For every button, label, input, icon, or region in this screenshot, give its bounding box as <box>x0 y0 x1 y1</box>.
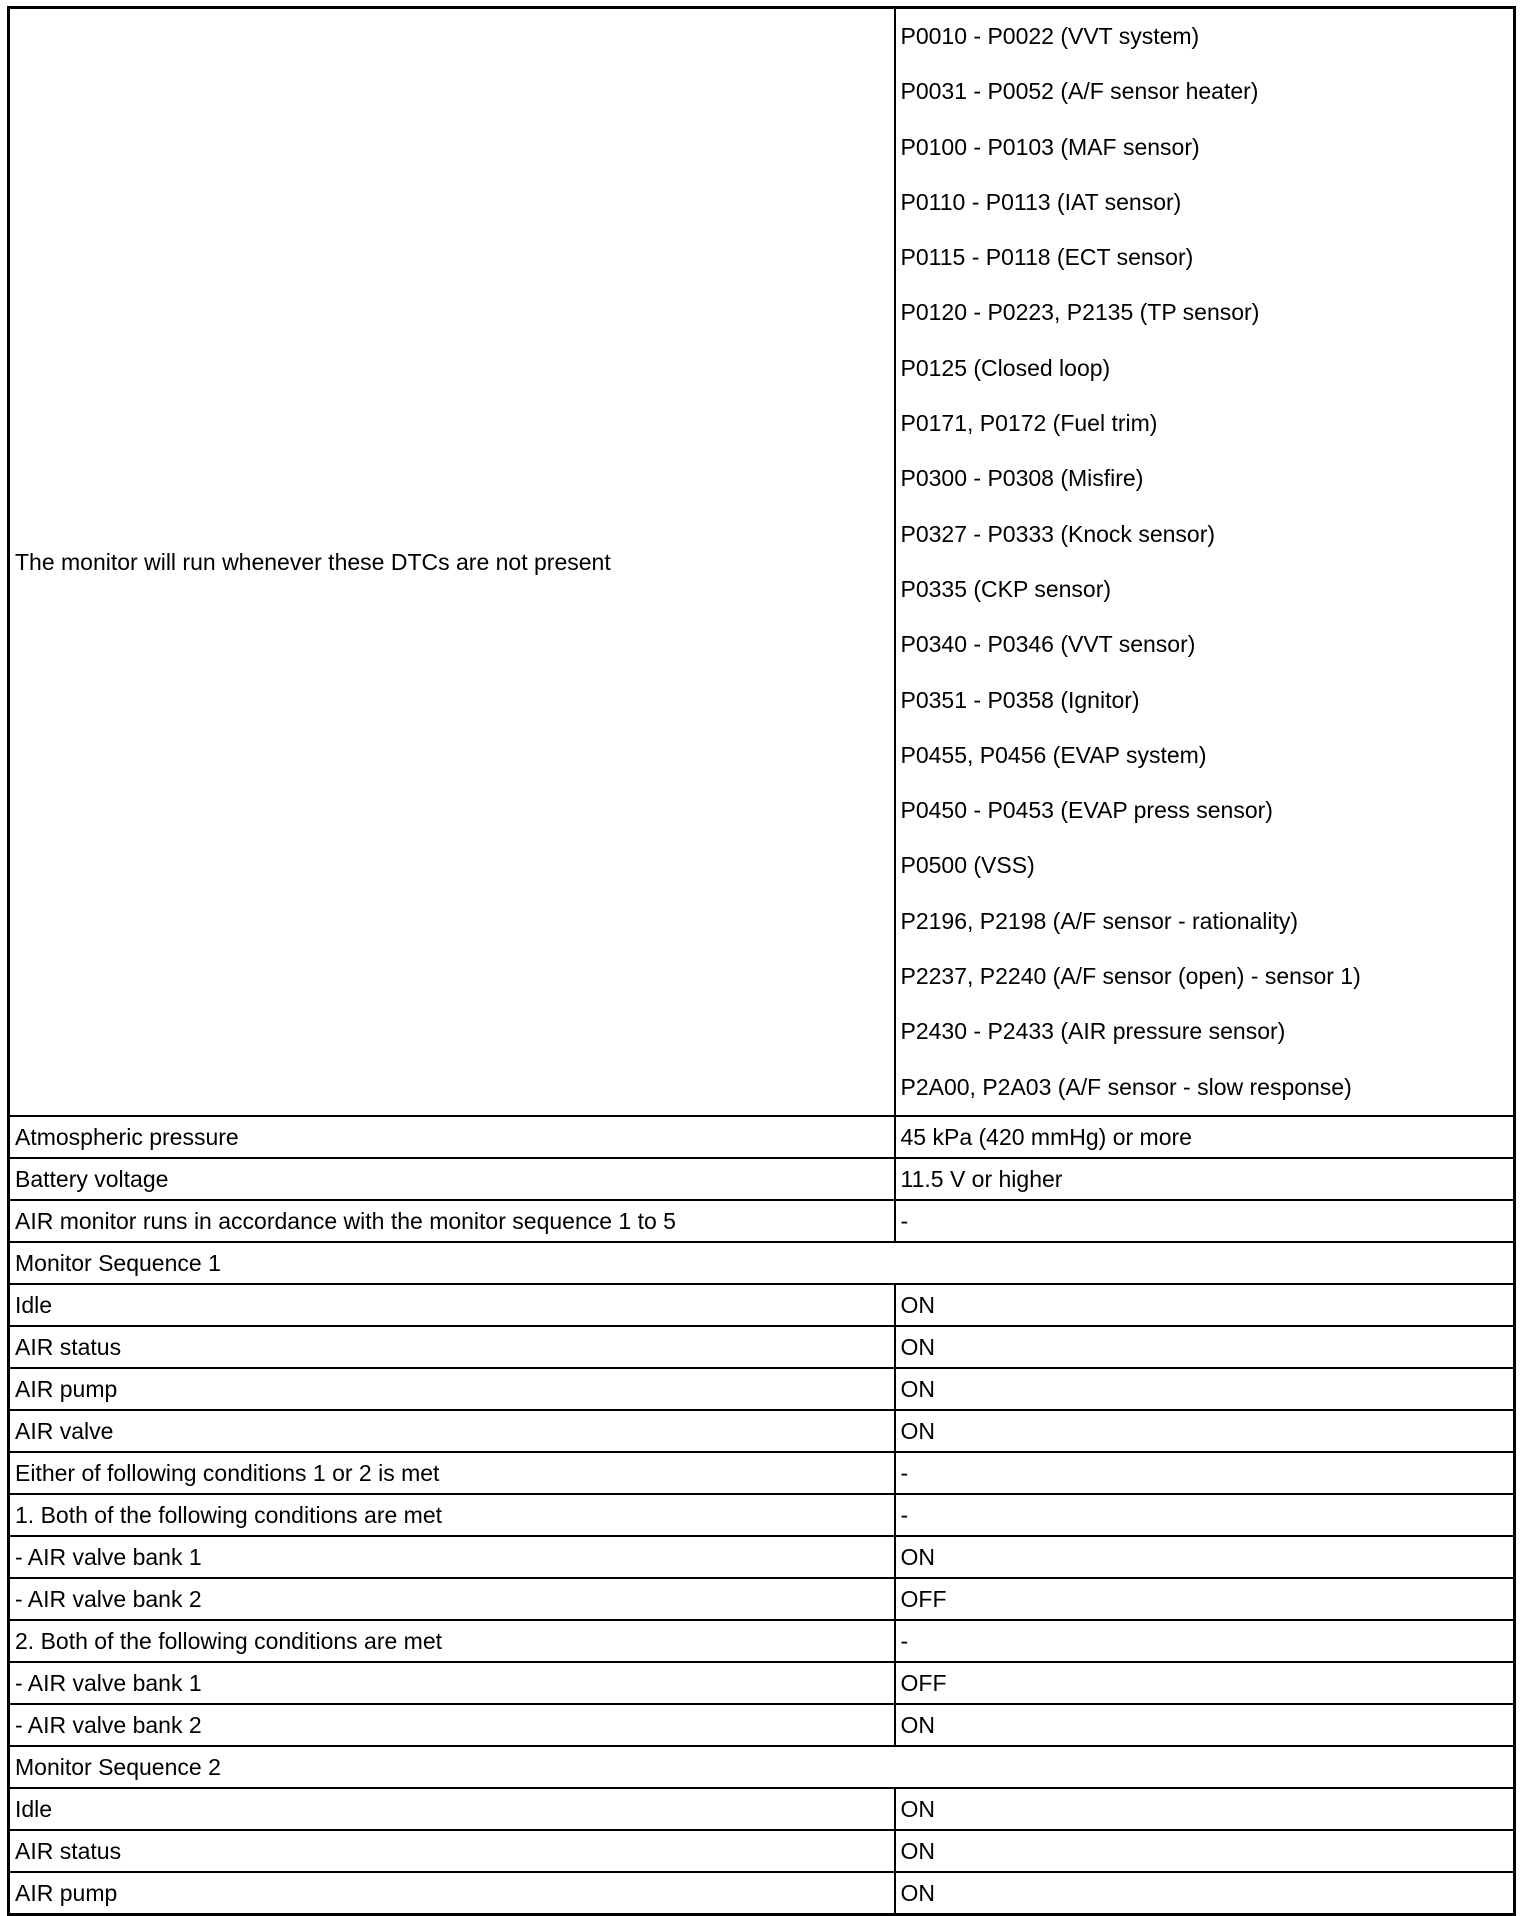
condition-row <box>9 1704 1515 1746</box>
condition-row <box>9 1830 1515 1872</box>
condition-value: 45 kPa (420 mmHg) or more <box>895 1116 1515 1158</box>
condition-value: ON <box>895 1368 1515 1410</box>
section-row <box>9 1746 1515 1788</box>
dtc-code: P0031 - P0052 (A/F sensor heater) <box>900 78 1259 105</box>
condition-label: AIR pump <box>9 1872 895 1915</box>
condition-row <box>9 1284 1515 1326</box>
condition-label: AIR pump <box>9 1368 895 1410</box>
dtc-list <box>896 9 1514 1115</box>
condition-row <box>9 1578 1515 1620</box>
condition-value: ON <box>895 1830 1515 1872</box>
condition-row <box>9 1620 1515 1662</box>
condition-row <box>9 1410 1515 1452</box>
dtc-code: P0171, P0172 (Fuel trim) <box>900 410 1158 437</box>
dtc-row <box>9 8 1515 1116</box>
section-heading: Monitor Sequence 1 <box>9 1242 1515 1284</box>
dtc-code: P2237, P2240 (A/F sensor (open) - sensor 1) <box>900 963 1361 990</box>
section-heading: Monitor Sequence 2 <box>9 1746 1515 1788</box>
condition-label: AIR status <box>9 1326 895 1368</box>
dtc-code: P0100 - P0103 (MAF sensor) <box>900 133 1200 160</box>
dtc-code: P0120 - P0223, P2135 (TP sensor) <box>900 299 1260 326</box>
dtc-code: P0010 - P0022 (VVT system) <box>900 23 1200 49</box>
condition-value: ON <box>895 1704 1515 1746</box>
condition-row <box>9 1788 1515 1830</box>
condition-value: - <box>895 1620 1515 1662</box>
dtc-code: P2430 - P2433 (AIR pressure sensor) <box>900 1018 1286 1045</box>
dtc-code: P0125 (Closed loop) <box>900 354 1111 381</box>
dtc-label: The monitor will run whenever these DTCs are not present <box>9 8 895 1116</box>
condition-value: ON <box>895 1788 1515 1830</box>
dtc-code: P0450 - P0453 (EVAP press sensor) <box>900 797 1273 824</box>
condition-label: Idle <box>9 1788 895 1830</box>
conditions-table <box>7 6 1516 1916</box>
condition-value: ON <box>895 1326 1515 1368</box>
condition-label: - AIR valve bank 1 <box>9 1662 895 1704</box>
condition-label: - AIR valve bank 2 <box>9 1578 895 1620</box>
dtc-code: P0110 - P0113 (IAT sensor) <box>900 188 1182 215</box>
condition-label: 2. Both of the following conditions are met <box>9 1620 895 1662</box>
condition-label: 1. Both of the following conditions are met <box>9 1494 895 1536</box>
condition-row <box>9 1116 1515 1158</box>
condition-row <box>9 1200 1515 1242</box>
condition-value: ON <box>895 1410 1515 1452</box>
condition-row <box>9 1536 1515 1578</box>
condition-value: - <box>895 1494 1515 1536</box>
dtc-code: P0327 - P0333 (Knock sensor) <box>900 520 1216 547</box>
condition-value: OFF <box>895 1578 1515 1620</box>
condition-label: Either of following conditions 1 or 2 is met <box>9 1452 895 1494</box>
dtc-code: P0455, P0456 (EVAP system) <box>900 741 1207 768</box>
dtc-code: P0500 (VSS) <box>900 852 1035 879</box>
dtc-code: P0115 - P0118 (ECT sensor) <box>900 244 1194 271</box>
dtc-code: P0351 - P0358 (Ignitor) <box>900 686 1140 713</box>
condition-row <box>9 1494 1515 1536</box>
condition-label: AIR status <box>9 1830 895 1872</box>
dtc-code: P0300 - P0308 (Misfire) <box>900 465 1144 492</box>
condition-value: OFF <box>895 1662 1515 1704</box>
condition-value: 11.5 V or higher <box>895 1158 1515 1200</box>
condition-value: - <box>895 1200 1515 1242</box>
dtc-code: P0335 (CKP sensor) <box>900 575 1112 602</box>
condition-label: AIR monitor runs in accordance with the monitor sequence 1 to 5 <box>9 1200 895 1242</box>
condition-row <box>9 1368 1515 1410</box>
condition-row <box>9 1326 1515 1368</box>
dtc-code: P0340 - P0346 (VVT sensor) <box>900 631 1196 658</box>
condition-label: Battery voltage <box>9 1158 895 1200</box>
condition-value: ON <box>895 1536 1515 1578</box>
condition-row <box>9 1662 1515 1704</box>
dtc-list-cell <box>895 8 1515 1116</box>
condition-value: - <box>895 1452 1515 1494</box>
condition-row <box>9 1452 1515 1494</box>
condition-label: - AIR valve bank 2 <box>9 1704 895 1746</box>
condition-label: Atmospheric pressure <box>9 1116 895 1158</box>
condition-label: - AIR valve bank 1 <box>9 1536 895 1578</box>
section-row <box>9 1242 1515 1284</box>
conditions-table-body <box>9 8 1515 1915</box>
condition-value: ON <box>895 1284 1515 1326</box>
dtc-code: P2A00, P2A03 (A/F sensor - slow response) <box>900 1073 1352 1100</box>
condition-row <box>9 1158 1515 1200</box>
condition-value: ON <box>895 1872 1515 1915</box>
condition-label: AIR valve <box>9 1410 895 1452</box>
condition-label: Idle <box>9 1284 895 1326</box>
condition-row <box>9 1872 1515 1915</box>
dtc-code: P2196, P2198 (A/F sensor - rationality) <box>900 907 1299 934</box>
